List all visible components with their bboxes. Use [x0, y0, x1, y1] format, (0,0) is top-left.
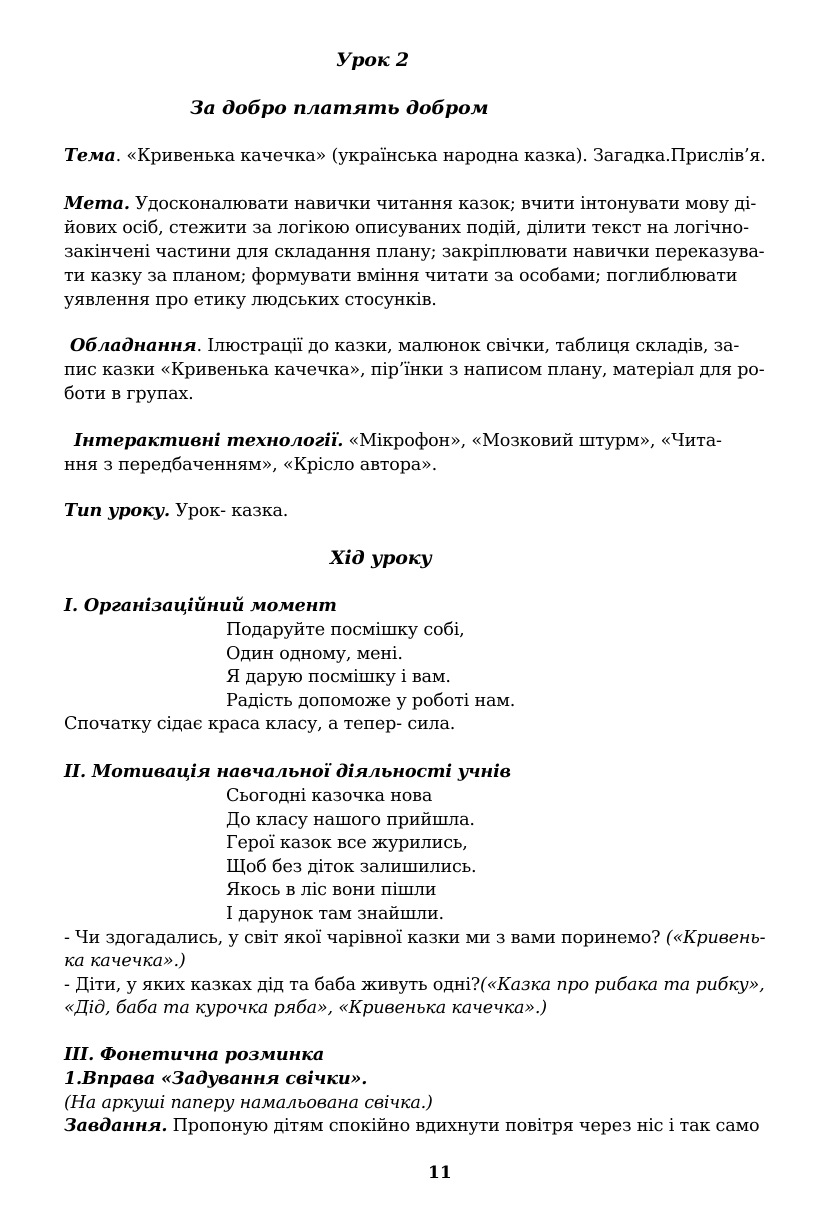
section3-title: III. Фонетична розминка — [64, 1044, 325, 1065]
page-number: 11 — [428, 1163, 452, 1183]
question-2 — [64, 973, 765, 997]
verse-line: І дарунок там знайшли. — [226, 904, 444, 924]
equipment-line — [70, 334, 739, 358]
question-text: - Чи здогадались, у світ якої чарівної казки ми з вами поринемо? — [64, 928, 666, 948]
tech-text: «Мікрофон», «Мозковий штурм», «Чита- — [343, 431, 722, 451]
verse-line: До класу нашого прийшла. — [226, 810, 475, 830]
course-heading: Хід уроку — [330, 547, 432, 569]
lesson-number: Урок 2 — [336, 49, 409, 71]
task-line — [64, 1114, 759, 1138]
verse-line: Сьогодні казочка нова — [226, 786, 433, 806]
task-text: Пропоную дітям спокійно вдихнути повітря через ніс і так само — [167, 1116, 760, 1136]
verse-line: Один одному, мені. — [226, 644, 403, 664]
answer-text: ка качечка».) — [64, 951, 186, 971]
equipment-text: . Ілюстрації до казки, малюнок свічки, таблиця складів, за- — [196, 336, 740, 356]
task-label: Завдання. — [64, 1115, 168, 1136]
section1-after: Спочатку сідає краса класу, а тепер- сила. — [64, 714, 456, 734]
equipment-text: пис казки «Кривенька качечка», пір’їнки з написом плану, матеріал для ро- — [64, 360, 765, 380]
meta-text: ти казку за планом; формувати вміння читати за особами; поглиблювати — [64, 266, 738, 286]
answer-text: («Кривень- — [665, 928, 766, 948]
meta-text: йових осіб, стежити за логікою описуваних подій, ділити текст на логічно- — [64, 218, 749, 238]
meta-text: уявлення про етику людських стосунків. — [64, 290, 437, 310]
type-text: Урок- казка. — [169, 501, 289, 521]
meta-text: закінчені частини для складання плану; закріплювати навички переказува- — [64, 242, 765, 262]
answer-text: («Казка про рибака та рибку», — [480, 975, 765, 995]
exercise-title: 1.Вправа «Задування свічки». — [64, 1068, 368, 1089]
tema-line — [64, 144, 766, 168]
tema-label: Тема — [64, 145, 116, 166]
verse-line: Радість допоможе у роботі нам. — [226, 691, 516, 711]
lesson-title: За добро платять добром — [190, 97, 489, 119]
tema-text: . «Кривенька качечка» (українська народна казка). Загадка.Прислів’я. — [115, 146, 766, 166]
tech-line — [74, 429, 722, 453]
verse-line: Герої казок все журились, — [226, 833, 468, 853]
type-label: Тип уроку. — [64, 500, 170, 521]
equipment-text: боти в групах. — [64, 384, 194, 404]
meta-text: Удосконалювати навички читання казок; вчити інтонувати мову ді- — [129, 194, 757, 214]
verse-line: Подаруйте посмішку собі, — [226, 620, 465, 640]
question-1 — [64, 926, 765, 950]
tech-text: ння з передбаченням», «Крісло автора». — [64, 455, 438, 475]
meta-line — [64, 192, 756, 216]
verse-line: Якось в ліс вони пішли — [226, 880, 437, 900]
exercise-note: (На аркуші паперу намальована свічка.) — [64, 1093, 433, 1113]
meta-label: Мета. — [64, 193, 130, 214]
type-line — [64, 499, 288, 523]
question-text: - Діти, у яких казках дід та баба живуть одні? — [64, 975, 481, 995]
verse-line: Я дарую посмішку і вам. — [226, 667, 451, 687]
section1-title: I. Організаційний момент — [64, 595, 337, 616]
answer-text: «Дід, баба та курочка ряба», «Кривенька качечка».) — [64, 998, 547, 1018]
section2-title: II. Мотивація навчальної діяльності учнів — [64, 761, 511, 782]
equipment-label: Обладнання — [70, 335, 197, 356]
verse-line: Щоб без діток залишились. — [226, 857, 477, 877]
tech-label: Інтерактивні технології. — [74, 430, 344, 451]
